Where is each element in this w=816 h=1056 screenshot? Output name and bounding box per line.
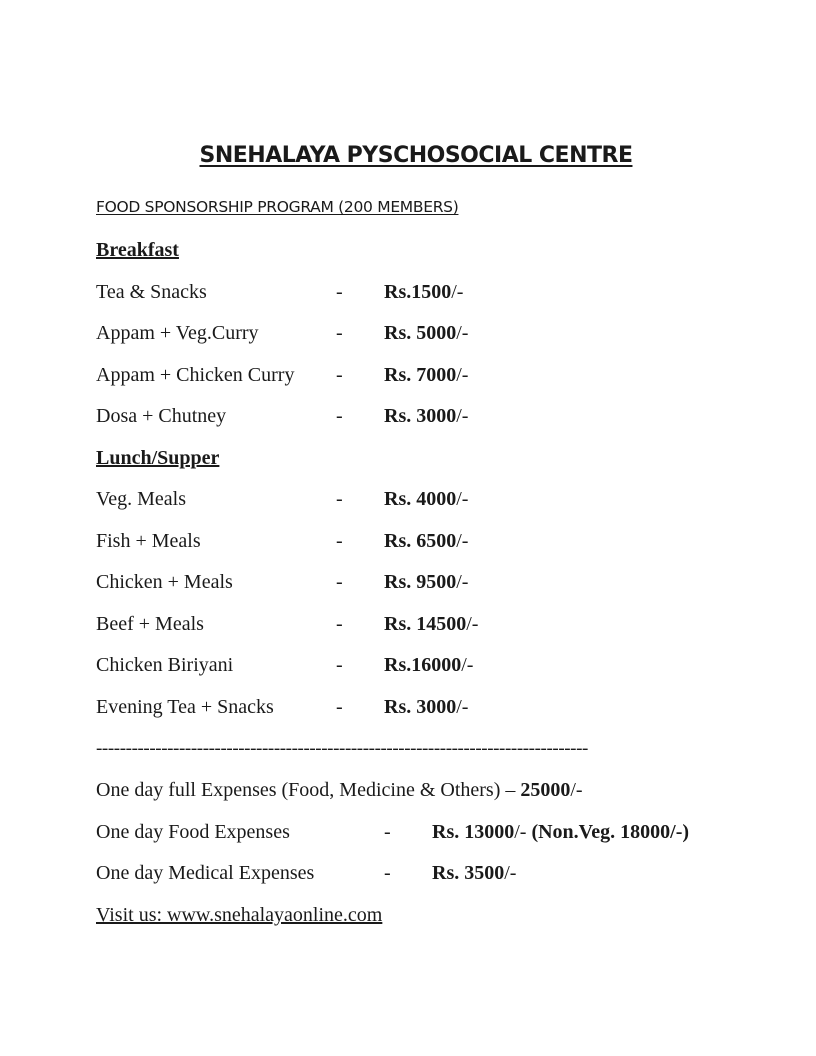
food-expenses-suffix: /-	[514, 821, 532, 843]
lunch-heading: Lunch/Supper	[96, 447, 220, 469]
menu-item-suffix: /-	[456, 364, 469, 386]
menu-item-suffix: /-	[461, 654, 474, 676]
menu-item-dash: -	[336, 322, 343, 344]
menu-item-suffix: /-	[456, 696, 469, 718]
menu-item-suffix: /-	[456, 405, 469, 427]
website-link[interactable]: Visit us: www.snehalayaonline.com	[96, 904, 383, 926]
menu-item-dash: -	[336, 488, 343, 510]
food-expenses-dash: -	[384, 821, 391, 843]
food-expenses-nonveg: (Non.Veg. 18000/-)	[531, 821, 690, 843]
menu-item-suffix: /-	[456, 571, 469, 593]
menu-item-dash: -	[336, 571, 343, 593]
menu-item-name: Appam + Chicken Curry	[96, 364, 295, 386]
menu-item-name: Appam + Veg.Curry	[96, 322, 259, 344]
menu-item-dash: -	[336, 364, 343, 386]
medical-expenses-suffix: /-	[504, 862, 517, 884]
menu-item-name: Fish + Meals	[96, 530, 201, 552]
menu-item-name: Evening Tea + Snacks	[96, 696, 274, 718]
menu-item-suffix: /-	[456, 488, 469, 510]
full-day-suffix: /-	[570, 779, 583, 801]
dashed-separator: -----------------------------------------------------------------------------------	[96, 738, 588, 759]
menu-item-dash: -	[336, 696, 343, 718]
menu-item-name: Dosa + Chutney	[96, 405, 227, 427]
menu-item-suffix: /-	[456, 530, 469, 552]
menu-item-suffix: /-	[451, 281, 464, 303]
menu-item-name: Chicken + Meals	[96, 571, 233, 593]
menu-item-name: Beef + Meals	[96, 613, 204, 635]
medical-expenses-price: Rs. 3500	[432, 862, 505, 884]
full-day-label: One day full Expenses (Food, Medicine & Others) –	[96, 779, 521, 801]
menu-item-price: Rs. 4000	[384, 488, 457, 510]
menu-item-price: Rs. 3000	[384, 405, 457, 427]
food-expenses-price: Rs. 13000	[432, 821, 515, 843]
menu-item-suffix: /-	[456, 322, 469, 344]
breakfast-heading: Breakfast	[96, 239, 179, 261]
menu-item-dash: -	[336, 405, 343, 427]
program-subtitle: FOOD SPONSORSHIP PROGRAM (200 MEMBERS)	[96, 198, 459, 216]
menu-item-price: Rs. 14500	[384, 613, 467, 635]
menu-item-price: Rs.1500	[384, 281, 452, 303]
full-day-expenses	[96, 778, 583, 802]
menu-item-price: Rs. 3000	[384, 696, 457, 718]
menu-item-name: Veg. Meals	[96, 488, 186, 510]
menu-item-price: Rs. 7000	[384, 364, 457, 386]
menu-item-dash: -	[336, 654, 343, 676]
menu-item-suffix: /-	[466, 613, 479, 635]
menu-item-price: Rs. 9500	[384, 571, 457, 593]
menu-item-price: Rs. 6500	[384, 530, 457, 552]
menu-item-price: Rs. 5000	[384, 322, 457, 344]
food-expenses-label: One day Food Expenses	[96, 821, 290, 843]
menu-item-dash: -	[336, 613, 343, 635]
menu-item-name: Chicken Biriyani	[96, 654, 234, 676]
document-title: SNEHALAYA PYSCHOSOCIAL CENTRE	[199, 143, 633, 168]
menu-item-dash: -	[336, 281, 343, 303]
menu-item-name: Tea & Snacks	[96, 281, 207, 303]
full-day-value: 25000	[520, 779, 571, 801]
menu-item-dash: -	[336, 530, 343, 552]
menu-item-price: Rs.16000	[384, 654, 462, 676]
medical-expenses-label: One day Medical Expenses	[96, 862, 315, 884]
medical-expenses-dash: -	[384, 862, 391, 884]
